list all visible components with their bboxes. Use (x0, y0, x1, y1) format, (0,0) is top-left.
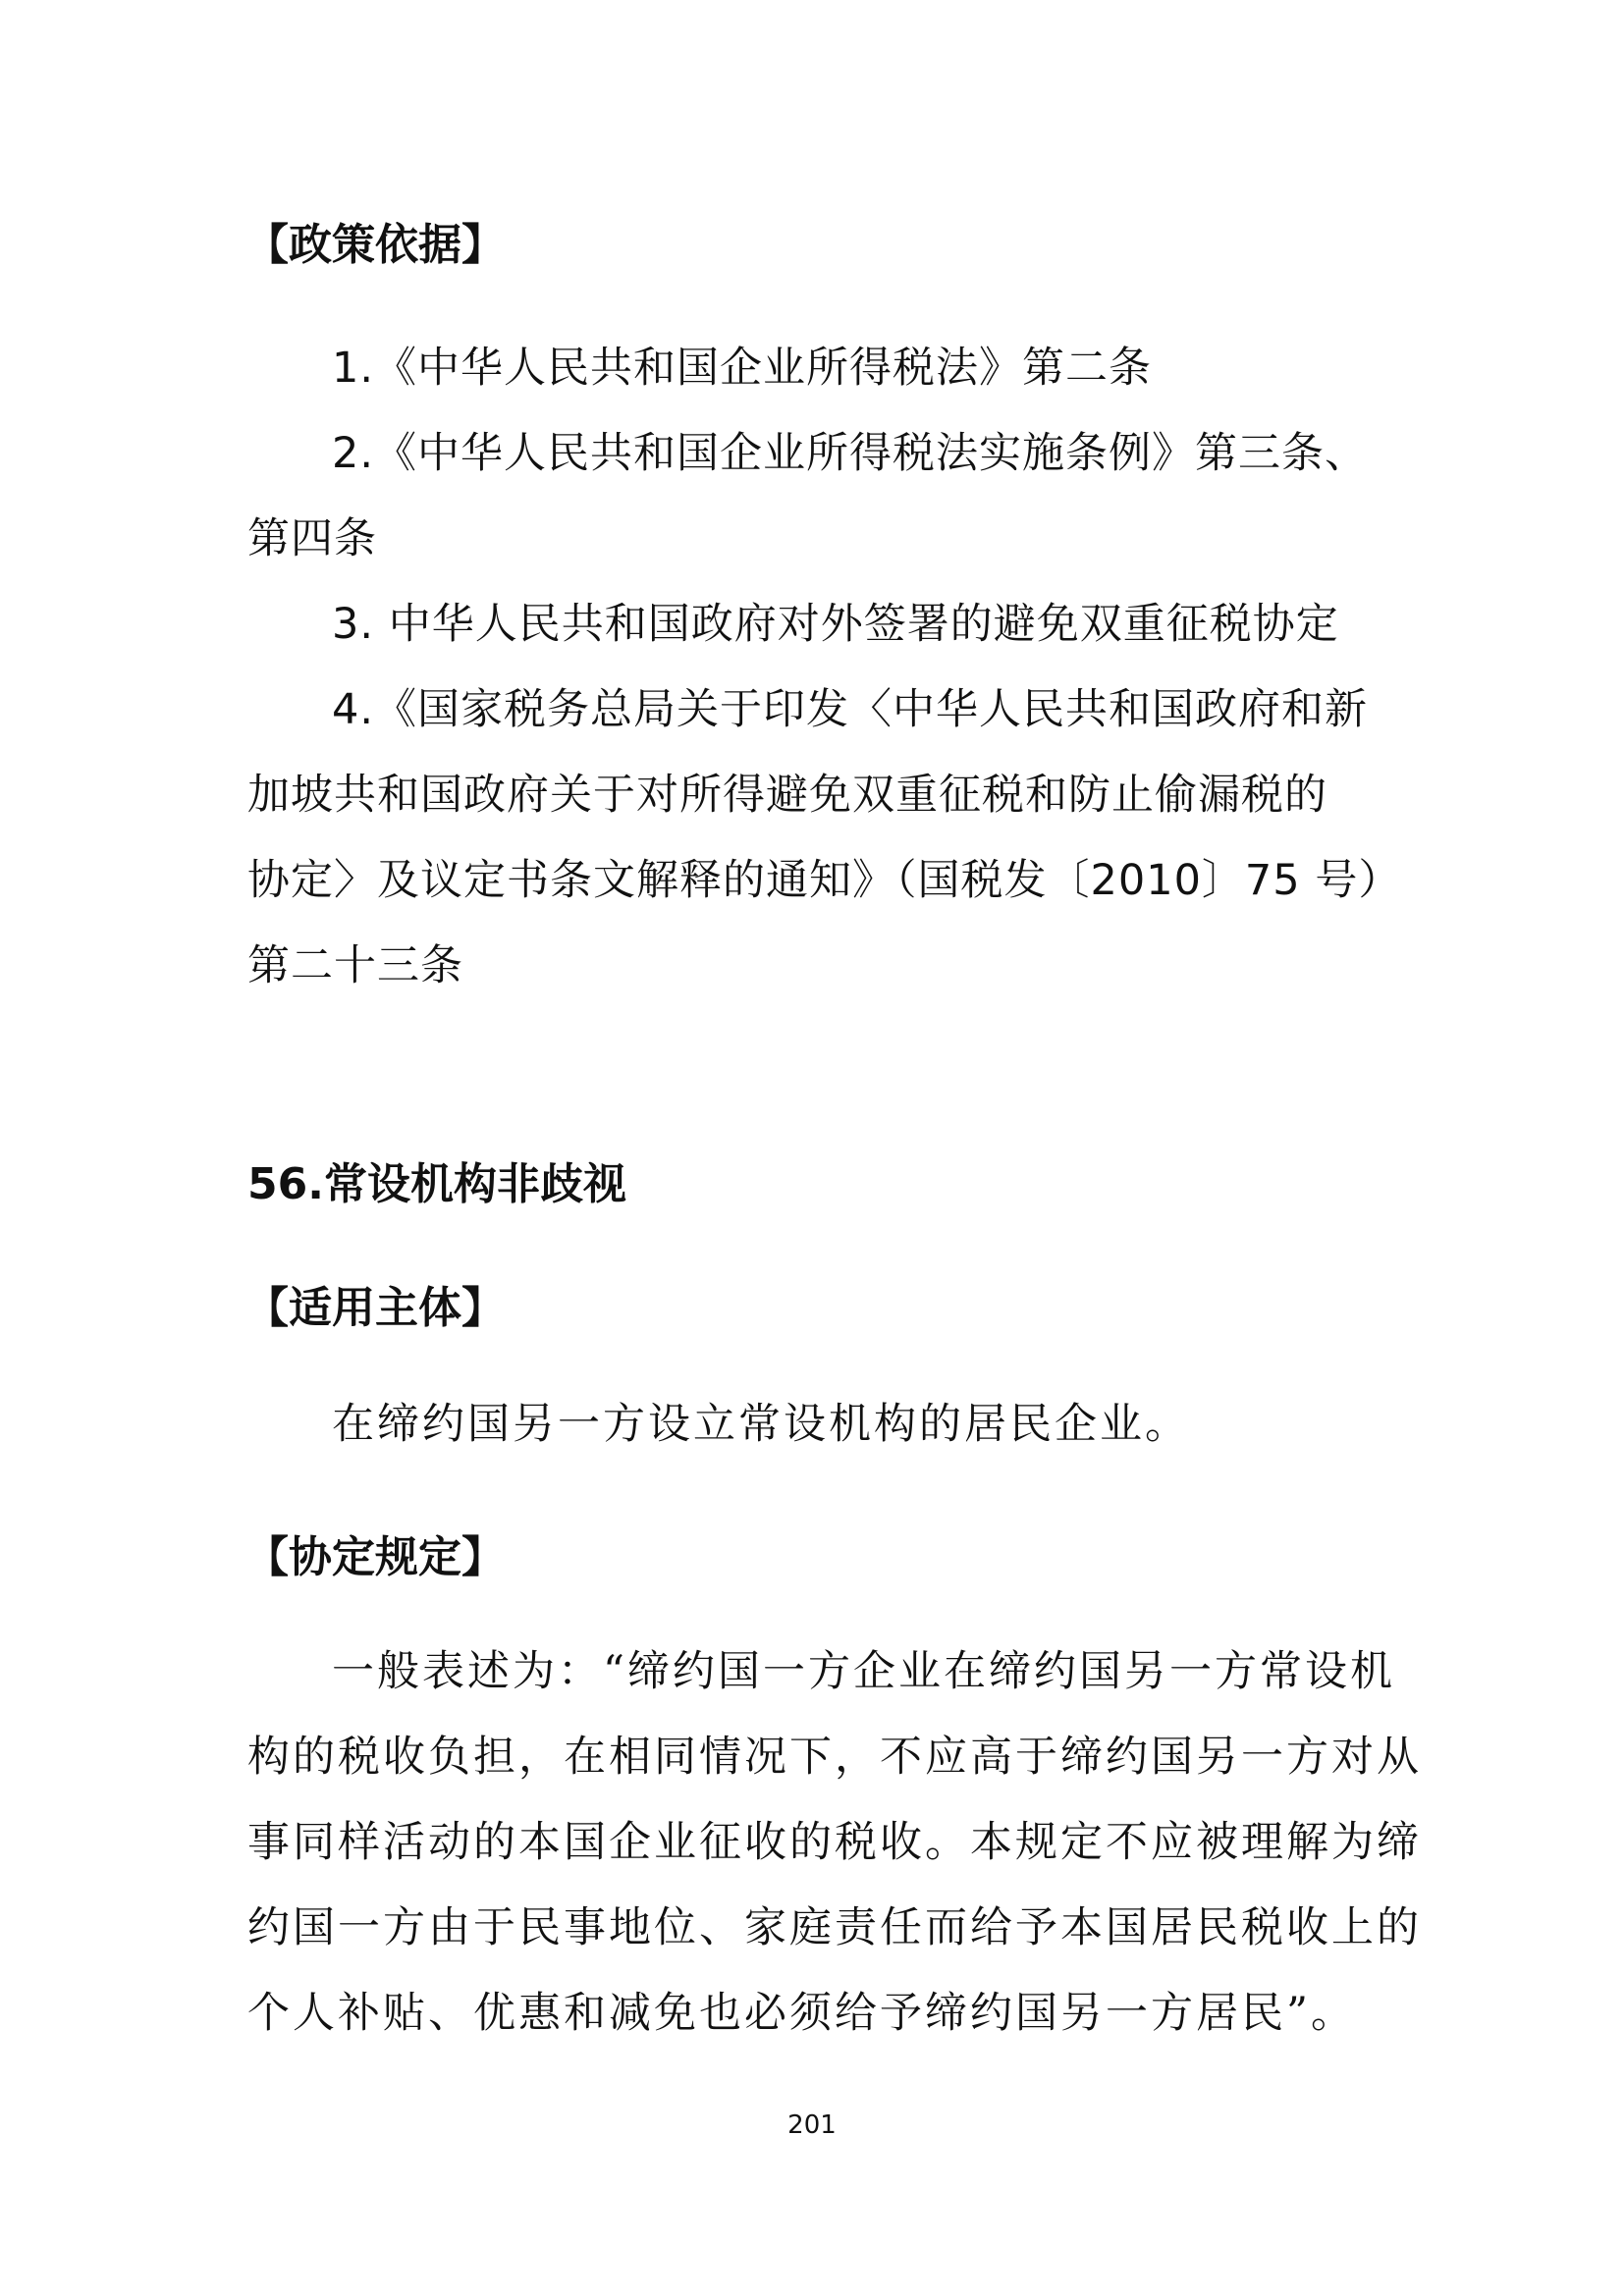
page-number: 201 (787, 2110, 837, 2140)
agreement-provision-heading: 【协定规定】 (245, 1532, 505, 1582)
policy-item-3-line-1: 3. 中华人民共和国政府对外签署的避免双重征税协定 (332, 600, 1339, 649)
policy-item-4-line-4: 第二十三条 (247, 941, 463, 990)
agreement-provision-line-4: 约国一方由于民事地位、家庭责任而给予本国居民税收上的 (247, 1903, 1422, 1952)
section-title: 56.常设机构非歧视 (247, 1159, 626, 1209)
policy-item-4-line-2: 加坡共和国政府关于对所得避免双重征税和防止偷漏税的 (247, 771, 1327, 820)
agreement-provision-line-2: 构的税收负担，在相同情况下，不应高于缔约国另一方对从 (247, 1733, 1422, 1782)
policy-item-4-line-3: 协定〉及议定书条文解释的通知》（国税发〔2010〕75 号） (247, 856, 1402, 905)
policy-basis-list (247, 326, 1402, 1009)
agreement-provision-line-5: 个人补贴、优惠和减免也必须给予缔约国另一方居民”。 (247, 1989, 1356, 2038)
agreement-provision-line-3: 事同样活动的本国企业征收的税收。本规定不应被理解为缔 (247, 1818, 1422, 1867)
applicable-subject-text-block (247, 1382, 1386, 1468)
applicable-subject-text: 在缔约国另一方设立常设机构的居民企业。 (332, 1400, 1190, 1449)
agreement-provision-text-block (247, 1629, 1422, 2056)
policy-basis-heading: 【政策依据】 (245, 220, 505, 270)
policy-item-4-line-1: 4.《国家税务总局关于印发〈中华人民共和国政府和新 (332, 685, 1369, 734)
policy-item-2-line-1: 2.《中华人民共和国企业所得税法实施条例》第三条、 (332, 429, 1369, 478)
policy-item-1-line-1: 1.《中华人民共和国企业所得税法》第二条 (332, 344, 1153, 393)
policy-item-2-line-2: 第四条 (247, 514, 377, 563)
applicable-subject-heading: 【适用主体】 (245, 1283, 505, 1333)
agreement-provision-line-1: 一般表述为：“缔约国一方企业在缔约国另一方常设机 (332, 1647, 1395, 1696)
